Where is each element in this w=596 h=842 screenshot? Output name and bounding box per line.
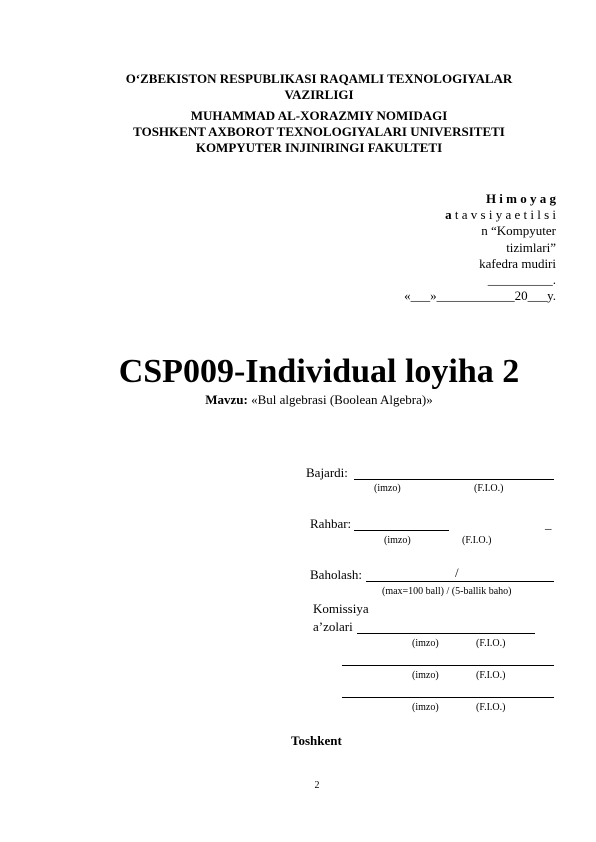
bajardi-label: Bajardi: [306,465,348,480]
faculty-line: KOMPYUTER INJINIRINGI FAKULTETI [195,140,443,155]
baholash-caption: (max=100 ball) / (5-ballik baho) [382,586,512,597]
komissiya-imzo-2: (imzo) [412,670,439,681]
komissiya-fio-2: (F.I.O.) [476,670,506,681]
topic-label: Mavzu: [205,392,248,407]
topic-line [0,392,596,408]
komissiya-imzo-3: (imzo) [412,702,439,713]
university-line-2: TOSHKENT AXBOROT TEXNOLOGIYALARI UNIVERSITETI [133,124,505,139]
approval-date: «___»____________20___y. [404,288,556,303]
komissiya-label-1: Komissiya [313,601,369,616]
rahbar-line [354,530,449,531]
approval-line-5: kafedra mudiri [479,256,556,271]
komissiya-fio-3: (F.I.O.) [476,702,506,713]
approval-line-2-rest: t a v s i y a e t i l s i [451,207,556,222]
bajardi-line [354,479,554,480]
approval-line-1: H i m o y a g [485,191,556,206]
approval-line-6: __________. [487,272,556,287]
approval-line-3: n “Kompyuter [481,223,556,238]
ministry-line-1: O‘ZBEKISTON RESPUBLIKASI RAQAMLI TEXNOLOGIYALAR [125,71,513,86]
approval-line-4: tizimlari” [506,240,556,255]
document-title: CSP009-Individual loyiha 2 [118,353,520,390]
page-number: 2 [314,780,320,791]
rahbar-imzo: (imzo) [384,535,411,546]
komissiya-label-2: a’zolari [313,619,353,634]
baholash-separator: / [455,565,459,580]
komissiya-imzo-1: (imzo) [412,638,439,649]
rahbar-label: Rahbar: [310,516,352,531]
bajardi-fio: (F.I.O.) [474,483,504,494]
city-label: Toshkent [291,733,342,748]
komissiya-line-3 [342,697,554,698]
approval-line-2 [445,207,556,224]
komissiya-fio-1: (F.I.O.) [476,638,506,649]
komissiya-line-1 [357,633,535,634]
baholash-label: Baholash: [310,567,362,582]
komissiya-line-2 [342,665,554,666]
rahbar-fio: (F.I.O.) [462,535,492,546]
university-line-1: MUHAMMAD AL-XORAZMIY NOMIDAGI [190,108,448,123]
rahbar-tail: _ [545,516,552,531]
baholash-line [366,581,554,582]
approval-line-2-bold: a [445,207,452,222]
ministry-line-2: VAZIRLIGI [284,87,354,102]
bajardi-imzo: (imzo) [374,483,401,494]
topic-value: «Bul algebrasi (Boolean Algebra)» [247,392,433,407]
